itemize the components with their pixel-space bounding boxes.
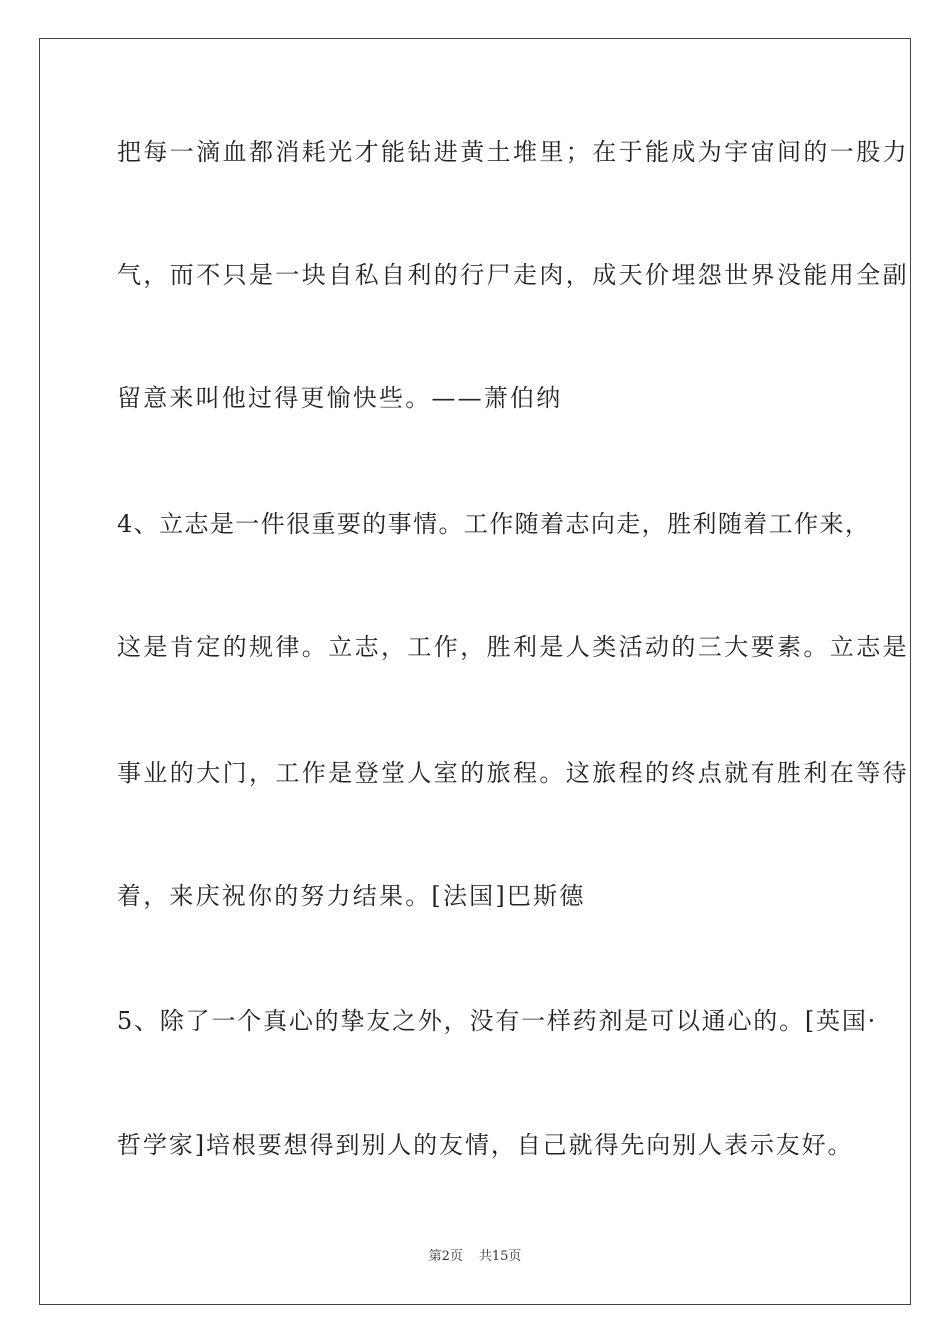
total-pages: 共15页 bbox=[478, 1249, 522, 1264]
body-line-5: 这是肯定的规律。立志，工作，胜利是人类活动的三大要素。立志是 bbox=[117, 633, 909, 661]
page-footer bbox=[0, 1248, 950, 1266]
body-line-9: 哲学家]培根要想得到别人的友情，自己就得先向别人表示友好。 bbox=[117, 1131, 854, 1159]
page-border bbox=[39, 38, 911, 1305]
body-line-4: 4、立志是一件很重要的事情。工作随着志向走，胜利随着工作来， bbox=[117, 510, 871, 538]
page-number: 第2页 bbox=[428, 1249, 463, 1264]
body-line-2: 气，而不只是一块自私自利的行尸走肉，成天价埋怨世界没能用全副 bbox=[117, 261, 909, 289]
body-line-1: 把每一滴血都消耗光才能钻进黄土堆里；在于能成为宇宙间的一股力 bbox=[117, 138, 909, 166]
body-line-7: 着，来庆祝你的努力结果。[法国]巴斯德 bbox=[117, 882, 586, 910]
body-line-8: 5、除了一个真心的挚友之外，没有一样药剂是可以通心的。[英国· bbox=[117, 1007, 878, 1035]
body-line-3: 留意来叫他过得更愉快些。——萧伯纳 bbox=[117, 384, 563, 412]
body-line-6: 事业的大门，工作是登堂人室的旅程。这旅程的终点就有胜利在等待 bbox=[117, 759, 909, 787]
